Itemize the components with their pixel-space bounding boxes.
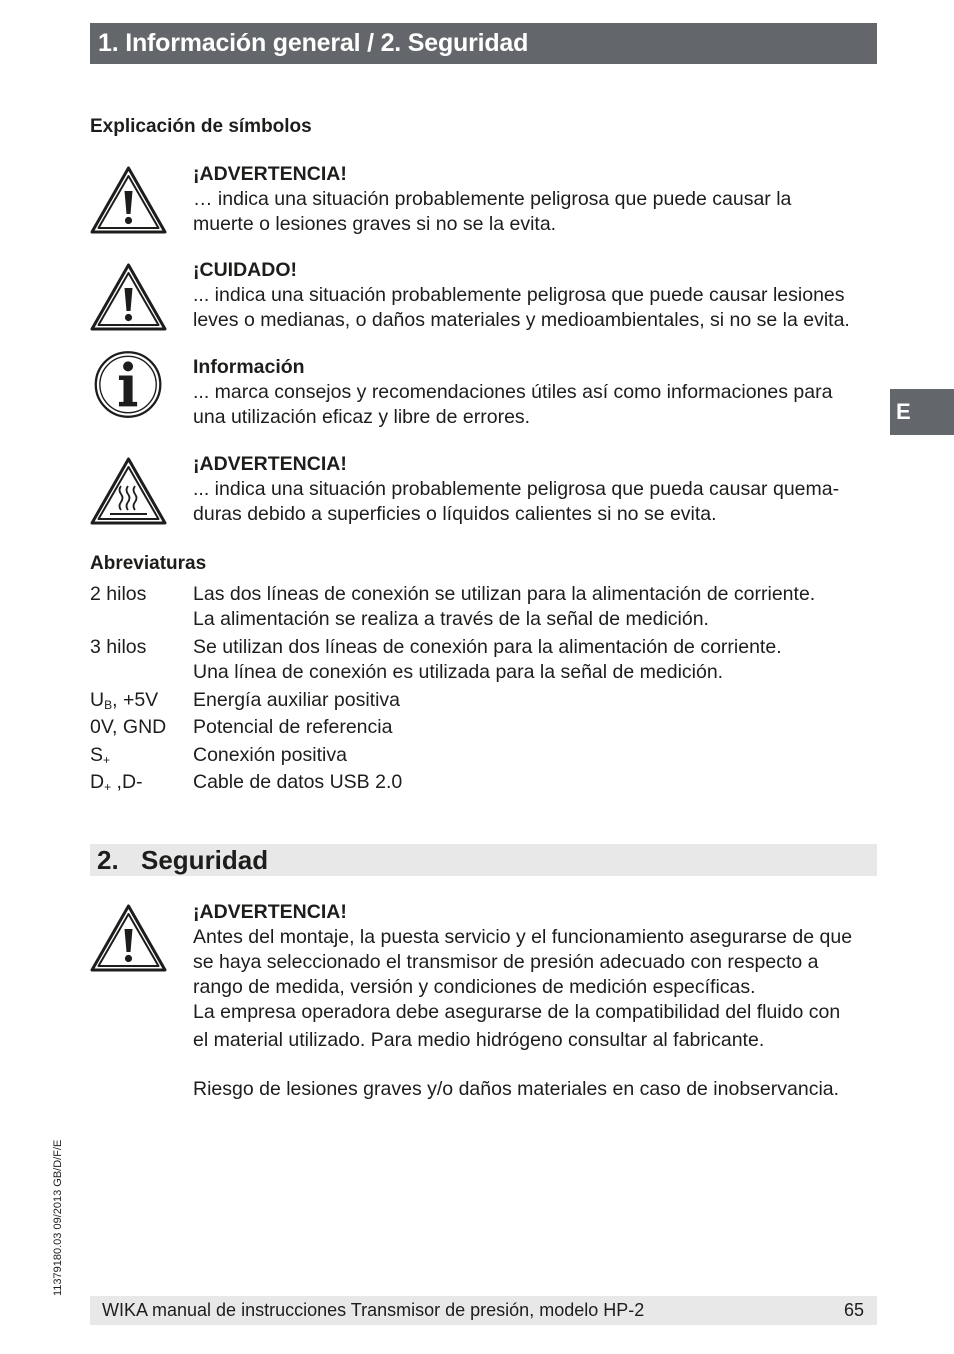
abbreviation-description [193,743,883,768]
symbols-heading: Explicación de símbolos [90,116,312,137]
language-tab-label: E [896,399,911,424]
note-consequence-text: Riesgo de lesiones graves y/o daños materiales en caso de inobservancia. [193,1078,840,1100]
note-title: ¡ADVERTENCIA! [193,901,347,923]
note-title: ¡ADVERTENCIA! [193,453,347,475]
language-tab [890,389,954,435]
abbreviation-description-line: Conexión positiva [193,744,347,766]
page-header-title: 1. Información general / 2. Seguridad [98,29,529,57]
abbreviation-term-rest: ,D- [111,771,143,793]
abbreviation-term-subscript: + [104,780,112,794]
warning-triangle-icon [90,262,167,332]
abbreviation-term: 2 hilos [90,583,147,605]
warning-triangle-icon [90,903,167,973]
section-heading [90,844,877,876]
note-text: muerte o lesiones graves si no se la evita. [193,213,557,235]
abbreviation-term [90,688,190,718]
symbol-caution-note [193,258,883,333]
section-number: 2. [97,845,119,875]
abbreviation-description-line: Una línea de conexión es utilizada para la señal de medición. [193,661,724,683]
note-title: ¡CUIDADO! [193,259,297,281]
document-code: 11379180.03 09/2013 GB/D/F/E [52,1139,64,1296]
note-text: La empresa operadora debe asegurarse de la compatibilidad del fluido con [193,1001,841,1023]
symbol-warning-note [193,162,883,237]
abbreviation-term-main: D [90,771,105,793]
abbreviation-description-line: La alimentación se realiza a través de la señal de medición. [193,608,709,630]
abbreviation-term: 0V, GND [90,716,167,738]
abbreviation-description [193,715,883,740]
abbreviation-description [193,635,883,685]
note-title: Información [193,356,305,378]
note-text: ... indica una situación probablemente peligrosa que puede causar lesiones [193,284,845,306]
abbreviation-term-subscript: B [104,698,113,712]
information-icon [90,350,167,420]
note-text: leves o medianas, o daños materiales y medioambientales, si no se la evita. [193,309,850,331]
note-text: una utilización eficaz y libre de errores. [193,406,531,428]
note-text: duras debido a superficies o líquidos calientes si no se evita. [193,503,717,525]
abbreviation-description [193,688,883,713]
note-text: se haya seleccionado el transmisor de presión adecuado con respecto a [193,951,819,973]
abbreviations-heading: Abreviaturas [90,553,207,574]
note-text: ... marca consejos y recomendaciones útiles así como informaciones para [193,381,833,403]
page-number: 65 [843,1300,864,1320]
note-text: ... indica una situación probablemente peligrosa que pueda causar quema- [193,478,840,500]
note-text: rango de medida, versión y condiciones de medición específicas. [193,976,756,998]
abbreviation-description-line: Se utilizan dos líneas de conexión para la alimentación de corriente. [193,636,782,658]
symbol-hot-surface-note [193,452,883,527]
symbol-information-note [193,355,883,430]
hot-surface-icon [90,456,167,526]
footer-text: WIKA manual de instrucciones Transmisor de presión, modelo HP-2 [102,1300,645,1320]
abbreviation-description-line: Potencial de referencia [193,716,393,738]
section-title: Seguridad [141,845,269,875]
abbreviation-term-rest: , +5V [112,689,159,711]
note-text: Antes del montaje, la puesta servicio y el funcionamiento asegurarse de que [193,926,853,948]
page-footer [90,1296,877,1325]
abbreviation-term [90,743,190,773]
abbreviation-term-subscript: + [103,753,111,767]
safety-warning-note [193,900,883,1102]
abbreviation-description-line: Energía auxiliar positiva [193,689,401,711]
abbreviation-description [193,582,883,632]
note-text: … indica una situación probablemente peligrosa que puede causar la [193,188,792,210]
abbreviation-description-line: Las dos líneas de conexión se utilizan para la alimentación de corriente. [193,583,816,605]
abbreviation-term [90,770,190,800]
page-header [90,23,877,64]
abbreviation-term-main: U [90,689,105,711]
abbreviation-description [193,770,883,795]
abbreviation-term: 3 hilos [90,636,147,658]
abbreviation-description-line: Cable de datos USB 2.0 [193,771,403,793]
abbreviation-term-main: S [90,744,104,766]
warning-triangle-icon [90,165,167,235]
note-text: el material utilizado. Para medio hidrógeno consultar al fabricante. [193,1029,765,1051]
note-title: ¡ADVERTENCIA! [193,163,347,185]
